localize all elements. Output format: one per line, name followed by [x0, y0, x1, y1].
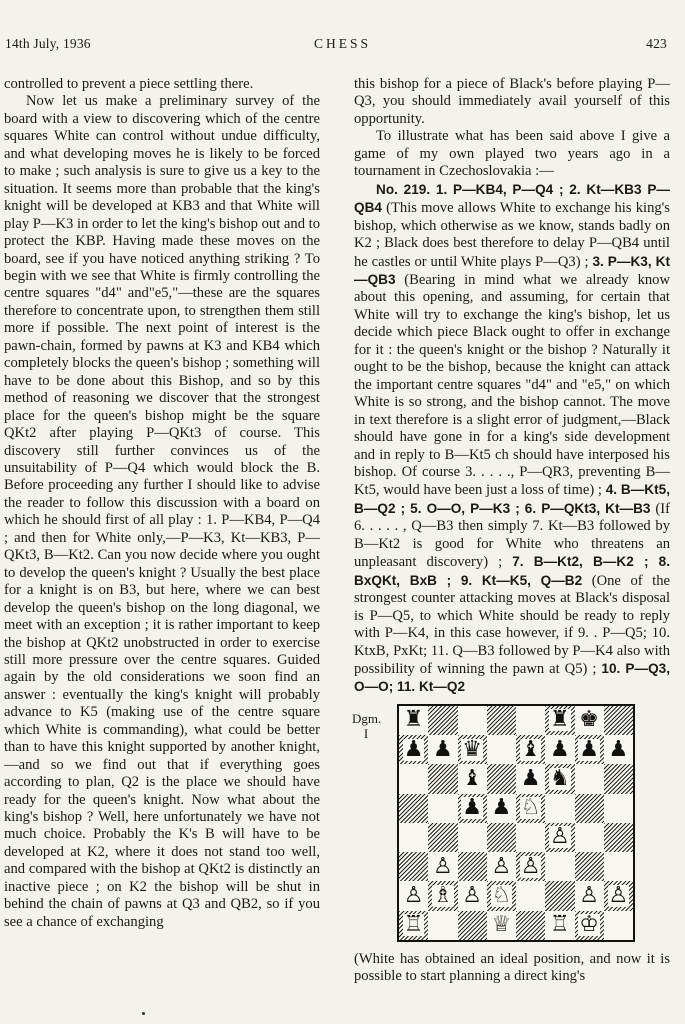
board-square	[399, 823, 428, 852]
board-square	[575, 881, 604, 910]
board-square	[604, 823, 633, 852]
moves-7-9: 7. B—Kt2, B—K2 ; 8. BxQKt, BxB ; 9. Kt—K5, Q—B2	[354, 554, 670, 588]
board-square	[516, 881, 545, 910]
chess-piece: ♙	[579, 882, 599, 908]
right-column	[354, 76, 670, 986]
chess-piece: ♖	[550, 912, 570, 938]
board-square	[516, 823, 545, 852]
board-square	[604, 911, 633, 940]
chess-piece: ♙	[462, 882, 482, 908]
left-paragraph-2: Now let us make a preliminary survey of the board with a view to discovering which of the centre squares White can control without undue difficulty, and what developing moves he is likely to be forced to make ; such analysis is sure to give us a key to the situation. It seems more than probable that the king's knight will be developed at KB3 and that White will play P—K3 in order to let the king's bishop out and to protect the KBP. Having made these moves on the board, see if you have noticed anything striking ? To begin with we see that White is firmly controlling the centre squares "d4" and"e5,"—these are the squares therefore to concentrate upon, to strengthen them still more if possible. The next point of interest is the pawn-chain, formed by pawns at K3 and KB4 which completely blocks the queen's bishop ; something will have to be done about this Bishop, and so by this method of reasoning we discover that the strongest place for the queen's bishop might be the square QKt2 after playing P—QKt3 of course. This discovery still further convinces us of the unsuitability of P—Q4 which would block the B. Before proceeding any further I should like to advise the reader to follow this discussion with a board on which he should first of all play : 1. P—KB4, P—Q4 ; and then for White only,—P—K3, Kt—KB3, P—QKt3, B—Kt2. Can you now decide where you ought to develop the queen's knight ? Usually the best place for a knight is on B3, but here, where we can best develop the queen's bishop on the long diagonal, we meet with an exception ; it is rather important to keep the bishop at QKt2 unobstructed in order to exercise still more pressure over the centre squares. Guided again by the old considerations we soon find an answer : eventually the king's knight will probably advance to K5 (making use of the centre square which White is commanding), what could be better than to have this knight supported by another knight,—and so we find out that if everything goes according to plan, Q2 is the place we should have ready for the queen's knight. Now what about the king's bishop ? Well, here unfortunately we have not much choice. Probably the K's B will have to be developed at K2, where it does not stand too well, and compared with the bishop at QKt2 is distinctly an inactive piece ; on K2 the bishop will be shut in behind the chain of pawns at Q3 and QB2, so if you see a chance of exchanging	[4, 93, 320, 930]
chess-piece: ♕	[491, 912, 512, 938]
board-square	[458, 735, 487, 764]
chess-piece: ♟	[579, 736, 599, 762]
game-score	[354, 181, 670, 697]
chess-piece: ♟	[433, 736, 453, 762]
chess-piece: ♟	[403, 736, 424, 762]
board-square	[545, 735, 574, 764]
board-square	[487, 764, 516, 793]
chess-piece: ♛	[462, 736, 482, 762]
right-paragraph-2: To illustrate what has been said above I give a game of my own played two years ago in a tournament in Czechoslovakia :—	[354, 128, 670, 180]
page-number: 423	[646, 36, 667, 51]
board-square	[428, 794, 457, 823]
board-square	[399, 794, 428, 823]
board-square	[458, 764, 487, 793]
board-square	[516, 794, 545, 823]
chess-piece: ♖	[403, 912, 424, 938]
diagram-number: I	[363, 725, 369, 741]
chess-board	[397, 704, 635, 942]
move-3: 3. P—K3, Kt—QB3	[354, 253, 670, 287]
annotation-2: (Bearing in mind what we already know about this opening, and assuming, for certain that White will try to exchange the king's bishop, let us decide which piece Black ought to offer in exchange for it : the queen's knight or the bishop ? Naturally it ought to be the bishop, because the knight can attack the important centre squares "d4" and "e5," on which White is so strong, and the bishop cannot. The move in text therefore is a slight error of judgment,—Black should have gone in for a king's side development and in reply to B—Kt5 ch should have interposed his bishop. Of course 3. . . . ., P—QR3, preventing B—Kt5, would have been just a loss of time) ;	[354, 271, 670, 499]
board-square	[458, 823, 487, 852]
board-square	[516, 735, 545, 764]
board-square	[428, 764, 457, 793]
board-square	[487, 706, 516, 735]
board-square	[516, 911, 545, 940]
board-square	[575, 794, 604, 823]
board-square	[545, 911, 574, 940]
chess-piece: ♝	[520, 736, 541, 762]
left-paragraph-1: controlled to prevent a piece settling there.	[4, 76, 254, 92]
moves-4-6: 4. B—Kt5, B—Q2 ; 5. O—O, P—K3 ; 6. P—QKt3, Kt—B3	[354, 482, 670, 516]
board-square	[399, 706, 428, 735]
board-square	[458, 852, 487, 881]
chess-piece: ♟	[462, 795, 482, 821]
chess-piece: ♟	[491, 795, 512, 821]
chess-piece: ♜	[403, 707, 424, 733]
diagram-label	[352, 711, 380, 741]
board-square	[604, 735, 633, 764]
board-square	[428, 881, 457, 910]
board-square	[545, 764, 574, 793]
header-date: 14th July, 1936	[5, 36, 91, 51]
board-square	[399, 911, 428, 940]
diagram	[354, 701, 670, 951]
board-square	[428, 706, 457, 735]
chess-piece: ♔	[579, 912, 599, 938]
chess-piece: ♞	[550, 765, 570, 791]
page-mark	[142, 1012, 145, 1015]
chess-piece: ♟	[520, 765, 541, 791]
board-square	[575, 764, 604, 793]
board-square	[399, 764, 428, 793]
header-title: CHESS	[313, 36, 372, 51]
right-paragraph-1: this bishop for a piece of Black's before playing P—Q3, you should immediately avail yourself of this opportunity.	[354, 76, 670, 127]
board-square	[575, 823, 604, 852]
moves-10-11: 10. P—Q3, O—O; 11. Kt—Q2	[354, 660, 670, 695]
board-square	[545, 706, 574, 735]
board-square	[545, 852, 574, 881]
board-square	[604, 881, 633, 910]
board-square	[399, 735, 428, 764]
chess-piece: ♙	[433, 853, 453, 879]
annotation-1: (This move allows White to exchange his king's bishop, which otherwise as we know, stands badly on K2 ; Black does best therefore to delay P—QB4 until he castles or until White plays P—Q3) ;	[354, 200, 670, 270]
board-square	[487, 823, 516, 852]
board-square	[487, 735, 516, 764]
chess-piece: ♝	[462, 765, 482, 791]
board-square	[428, 735, 457, 764]
board-square	[487, 881, 516, 910]
board-square	[604, 852, 633, 881]
board-square	[399, 881, 428, 910]
chess-piece: ♚	[579, 707, 599, 733]
board-square	[604, 794, 633, 823]
annotation-3: (If 6. . . . . , Q—B3 then simply 7. Kt—B3 followed by B—Kt2 is good for White who threatens an unpleasant discovery) ;	[354, 500, 670, 571]
board-square	[516, 706, 545, 735]
board-square	[604, 706, 633, 735]
chess-piece: ♙	[550, 824, 570, 850]
chess-piece: ♙	[491, 853, 512, 879]
board-square	[575, 735, 604, 764]
diagram-label-text: Dgm.	[352, 710, 382, 726]
chess-piece: ♘	[491, 882, 512, 908]
chess-piece: ♗	[433, 882, 453, 908]
board-square	[545, 881, 574, 910]
left-column	[4, 76, 320, 931]
board-square	[545, 794, 574, 823]
board-square	[428, 911, 457, 940]
board-square	[575, 706, 604, 735]
board-square	[399, 852, 428, 881]
diagram-caption: (White has obtained an ideal position, and now it is possible to start planning a direct king's	[354, 950, 670, 985]
game-heading: No. 219. 1. P—KB4, P—Q4 ; 2. Kt—KB3 P—QB4	[354, 181, 670, 216]
board-square	[575, 911, 604, 940]
board-square	[516, 852, 545, 881]
chess-piece: ♙	[608, 882, 629, 908]
chess-piece: ♟	[608, 736, 629, 762]
board-square	[458, 794, 487, 823]
board-square	[487, 794, 516, 823]
board-square	[458, 881, 487, 910]
chess-piece: ♟	[550, 736, 570, 762]
annotation-4: (One of the strongest counter attacking moves at Black's disposal is P—Q5, to which White should be ready to reply with P—K4, in this case however, if 9. . P—Q5; 10. KtxB, PxKt; 11. Q—B3 followed by P—K4 also with possibility of winning the pawn at Q5) ;	[354, 572, 670, 677]
board-square	[575, 852, 604, 881]
chess-piece: ♜	[550, 707, 570, 733]
board-square	[604, 764, 633, 793]
board-square	[428, 823, 457, 852]
board-square	[516, 764, 545, 793]
board-square	[428, 852, 457, 881]
chess-piece: ♙	[520, 853, 541, 879]
board-square	[545, 823, 574, 852]
chess-piece: ♙	[403, 882, 424, 908]
board-square	[487, 852, 516, 881]
chess-piece: ♘	[520, 795, 541, 821]
board-square	[458, 706, 487, 735]
board-square	[487, 911, 516, 940]
board-square	[458, 911, 487, 940]
